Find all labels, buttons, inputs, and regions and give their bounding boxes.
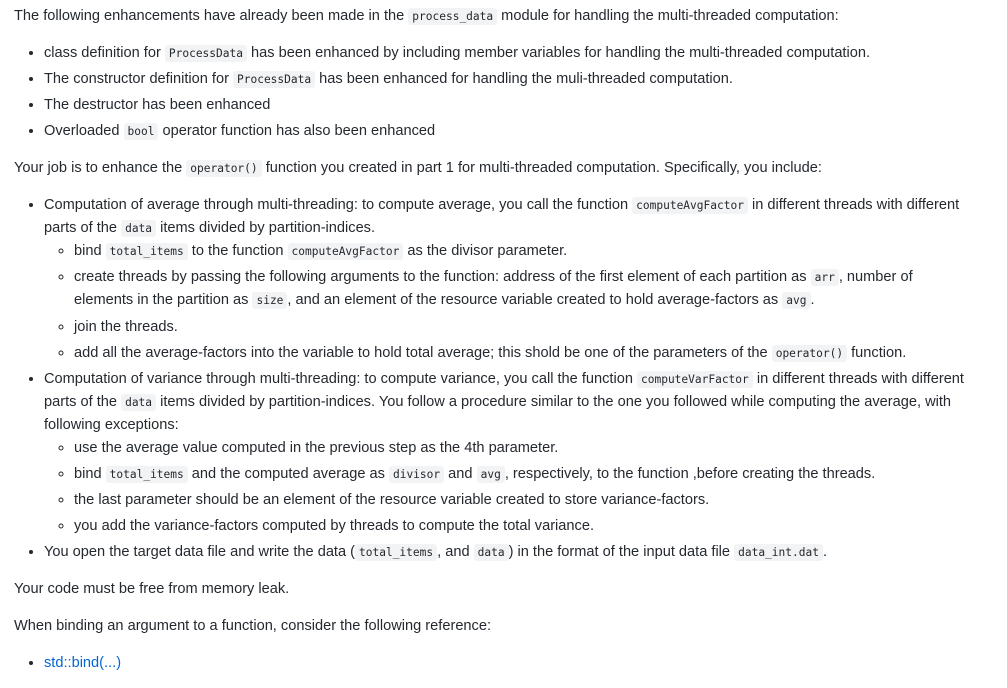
code-total-items: total_items — [355, 544, 437, 561]
item-text: operator function has also been enhanced — [158, 123, 436, 140]
tasks-list — [14, 194, 974, 564]
reference-list — [14, 652, 974, 675]
intro-paragraph — [14, 5, 974, 28]
item-text: function. — [847, 344, 907, 361]
variance-steps-list — [44, 437, 974, 538]
binding-paragraph: When binding an argument to a function, consider the following reference: — [14, 618, 492, 635]
item-text: , and — [437, 543, 474, 560]
item-text: join the threads. — [74, 318, 178, 335]
sub-item — [74, 266, 974, 312]
code-total-items: total_items — [106, 243, 188, 260]
item-text: as the divisor parameter. — [403, 243, 568, 260]
code-processdata: ProcessData — [233, 71, 315, 88]
code-computevarfactor: computeVarFactor — [637, 371, 753, 388]
item-text: class definition for — [44, 45, 165, 62]
item-text: . — [810, 292, 815, 309]
code-data: data — [121, 394, 156, 411]
item-text: Computation of average through multi-threading: to compute average, you call the function — [44, 197, 633, 214]
item-text: has been enhanced by including member variables for handling the multi-threaded computation. — [246, 45, 871, 62]
job-text: Your job is to enhance the — [14, 160, 187, 177]
code-divisor: divisor — [389, 466, 444, 483]
code-data: data — [121, 220, 156, 237]
item-text: create threads by passing the following arguments to the function: address of the first element of each partition as — [74, 269, 811, 286]
code-process-data: process_data — [408, 8, 497, 25]
memory-leak-paragraph: Your code must be free from memory leak. — [14, 580, 290, 597]
intro-text: module for handling the multi-threaded computation: — [497, 8, 839, 24]
item-text: , and an element of the resource variable created to hold average-factors as — [287, 292, 783, 309]
code-operator: operator() — [186, 160, 261, 177]
average-steps-list — [44, 240, 974, 364]
item-text: you add the variance-factors computed by threads to compute the total variance. — [74, 517, 594, 534]
item-text: to the function — [187, 243, 288, 260]
code-processdata: ProcessData — [165, 45, 247, 62]
item-text: . — [822, 543, 827, 560]
item-text: and — [444, 465, 477, 482]
item-text: items divided by partition-indices. — [156, 220, 376, 237]
intro-text: The following enhancements have already been made in the — [14, 8, 409, 24]
item-text: items divided by partition-indices. You follow a procedure similar to the one you followed while computing the average, with following exceptions: — [44, 393, 952, 433]
list-item — [44, 68, 974, 91]
sub-item — [74, 489, 974, 512]
item-text: in different threads with different parts of the — [44, 370, 964, 410]
item-text: The destructor has been enhanced — [44, 97, 271, 114]
code-arr: arr — [811, 269, 839, 286]
list-item — [44, 120, 974, 143]
item-text: bind — [74, 465, 106, 482]
code-size: size — [252, 292, 287, 309]
item-text: , number of elements in the partition as — [74, 269, 913, 309]
item-text: ) in the format of the input data file — [508, 543, 735, 560]
item-text: in different threads with different parts of the — [44, 197, 960, 237]
item-text: use the average value computed in the previous step as the 4th parameter. — [74, 439, 559, 456]
list-item-average — [44, 194, 974, 364]
list-item — [44, 94, 974, 117]
item-text: Overloaded — [44, 123, 124, 140]
list-item — [44, 652, 974, 675]
sub-item — [74, 316, 974, 339]
job-paragraph — [14, 157, 974, 180]
list-item — [44, 42, 974, 65]
code-avg: avg — [782, 292, 810, 309]
sub-item — [74, 463, 974, 486]
sub-item — [74, 437, 974, 460]
code-data: data — [474, 544, 509, 561]
std-bind-link[interactable]: std::bind(...) — [44, 655, 122, 672]
sub-item — [74, 342, 974, 365]
code-bool: bool — [124, 123, 159, 140]
code-operator: operator() — [772, 345, 847, 362]
item-text: The constructor definition for — [44, 71, 233, 88]
code-computeavgfactor: computeAvgFactor — [288, 243, 404, 260]
item-text: has been enhanced for handling the muli-threaded computation. — [315, 71, 733, 88]
code-avg: avg — [477, 466, 505, 483]
list-item-variance — [44, 368, 974, 538]
item-text: and the computed average as — [187, 465, 389, 482]
code-computeavgfactor: computeAvgFactor — [632, 197, 748, 214]
sub-item — [74, 240, 974, 263]
item-text: Computation of variance through multi-threading: to compute variance, you call the function — [44, 370, 637, 387]
item-text: , respectively, to the function ,before creating the threads. — [504, 465, 876, 482]
enhancements-list — [14, 42, 974, 143]
code-data-file: data_int.dat — [734, 544, 823, 561]
list-item-write — [44, 541, 974, 564]
item-text: add all the average-factors into the variable to hold total average; this shold be one of the parameters of the — [74, 344, 772, 361]
item-text: You open the target data file and write the data ( — [44, 543, 356, 560]
item-text: bind — [74, 243, 106, 260]
job-text: function you created in part 1 for multi-threaded computation. Specifically, you include: — [261, 160, 822, 177]
sub-item — [74, 515, 974, 538]
code-total-items: total_items — [106, 466, 188, 483]
item-text: the last parameter should be an element of the resource variable created to store variance-factors. — [74, 491, 710, 508]
